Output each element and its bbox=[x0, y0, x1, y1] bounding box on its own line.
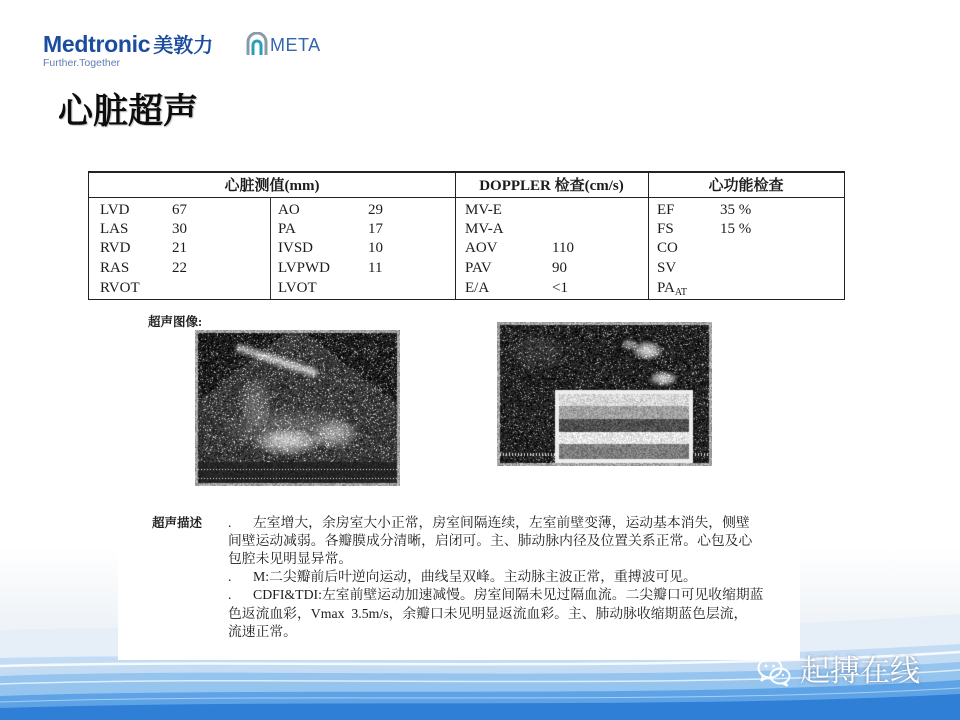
ultrasound-image-right bbox=[497, 322, 712, 466]
partner-logo-text: META bbox=[270, 35, 321, 55]
description-text: 间壁运动减弱。各瓣膜成分清晰，启闭可。主、肺动脉内径及位置关系正常。心包及心 bbox=[228, 533, 753, 548]
echo-measurement-table bbox=[88, 171, 845, 300]
table-header-doppler: DOPPLER 检查(cm/s) bbox=[479, 178, 624, 194]
doppler-value: 90 bbox=[552, 260, 567, 276]
doppler-label: PAV bbox=[465, 260, 492, 276]
watermark-text: 起搏在线 bbox=[800, 655, 920, 688]
doppler-label: MV-E bbox=[465, 202, 502, 218]
measure-label: LVOT bbox=[278, 280, 317, 296]
ultrasound-image-left bbox=[195, 330, 400, 486]
measure-label: LAS bbox=[100, 221, 129, 237]
brand-tagline: Further.Together bbox=[43, 57, 121, 69]
table-divider bbox=[89, 197, 844, 198]
function-value: 35 % bbox=[720, 202, 752, 218]
description-line bbox=[118, 568, 800, 586]
description-line bbox=[118, 550, 800, 568]
description-text: CDFI&TDI:左室前壁运动加速减慢。房室间隔未见过隔血流。二尖瓣口可见收缩期蓝 bbox=[253, 587, 764, 602]
doppler-label: E/A bbox=[465, 280, 490, 296]
brand-cn-name: 美敦力 bbox=[153, 35, 214, 57]
table-row bbox=[89, 201, 844, 219]
measure-value: 21 bbox=[172, 240, 187, 256]
brand-row bbox=[43, 30, 213, 59]
measure-value: 22 bbox=[172, 260, 187, 276]
table-row bbox=[89, 259, 844, 277]
doppler-label: AOV bbox=[465, 240, 498, 256]
echo-report-scan bbox=[118, 302, 800, 660]
bullet-mark: . bbox=[228, 569, 232, 584]
measure-label: LVD bbox=[100, 202, 130, 218]
description-text: M:二尖瓣前后叶逆向运动，曲线呈双峰。主动脉主波正常，重搏波可见。 bbox=[253, 569, 697, 584]
meta-arch-icon bbox=[246, 32, 268, 56]
measure-label: RVOT bbox=[100, 280, 140, 296]
description-line bbox=[118, 623, 800, 641]
function-label-text: PA bbox=[657, 280, 675, 296]
wechat-icon bbox=[757, 657, 791, 687]
doppler-value: <1 bbox=[552, 280, 568, 296]
table-header-function: 心功能检查 bbox=[708, 178, 784, 194]
description-line bbox=[118, 605, 800, 623]
description-text: 流速正常。 bbox=[228, 624, 297, 639]
measure-value: 67 bbox=[172, 202, 187, 218]
brand-name: Medtronic bbox=[43, 31, 151, 57]
table-row bbox=[89, 239, 844, 257]
measure-label: LVPWD bbox=[278, 260, 330, 276]
table-row bbox=[89, 279, 844, 297]
measure-label: RVD bbox=[100, 240, 131, 256]
function-label bbox=[657, 279, 687, 297]
description-text: 左室增大，余房室大小正常，房室间隔连续，左室前壁变薄，运动基本消失，侧壁 bbox=[253, 515, 750, 530]
description-line bbox=[118, 532, 800, 550]
page-title: 心脏超声 bbox=[58, 92, 199, 131]
description-text: 包腔未见明显异常。 bbox=[228, 551, 353, 566]
description-line bbox=[118, 514, 800, 532]
function-label: FS bbox=[657, 221, 674, 237]
function-label: SV bbox=[657, 260, 677, 276]
images-label: 超声图像: bbox=[148, 315, 203, 329]
measure-value: 30 bbox=[172, 221, 187, 237]
function-value: 15 % bbox=[720, 221, 752, 237]
table-header-measurements: 心脏测值(mm) bbox=[224, 178, 320, 194]
description-text: 色返流血彩，Vmax 3.5m/s，余瓣口未见明显返流血彩。主、肺动脉收缩期蓝色层流， bbox=[228, 606, 748, 621]
function-label: EF bbox=[657, 202, 675, 218]
function-label-subscript: AT bbox=[674, 287, 688, 298]
description-line bbox=[118, 586, 800, 604]
bullet-mark: . bbox=[228, 587, 232, 602]
function-label: CO bbox=[657, 240, 678, 256]
description-label: 超声描述 bbox=[152, 516, 203, 530]
measure-label: IVSD bbox=[278, 240, 314, 256]
doppler-label: MV-A bbox=[465, 221, 504, 237]
doppler-value: 110 bbox=[552, 240, 574, 256]
measure-label: AO bbox=[278, 202, 300, 218]
measure-value: 10 bbox=[368, 240, 383, 256]
table-row bbox=[89, 220, 844, 238]
measure-value: 17 bbox=[368, 221, 383, 237]
measure-value: 29 bbox=[368, 202, 383, 218]
measure-value: 11 bbox=[368, 260, 383, 276]
measure-label: RAS bbox=[100, 260, 130, 276]
measure-label: PA bbox=[278, 221, 296, 237]
bullet-mark: . bbox=[228, 515, 232, 530]
